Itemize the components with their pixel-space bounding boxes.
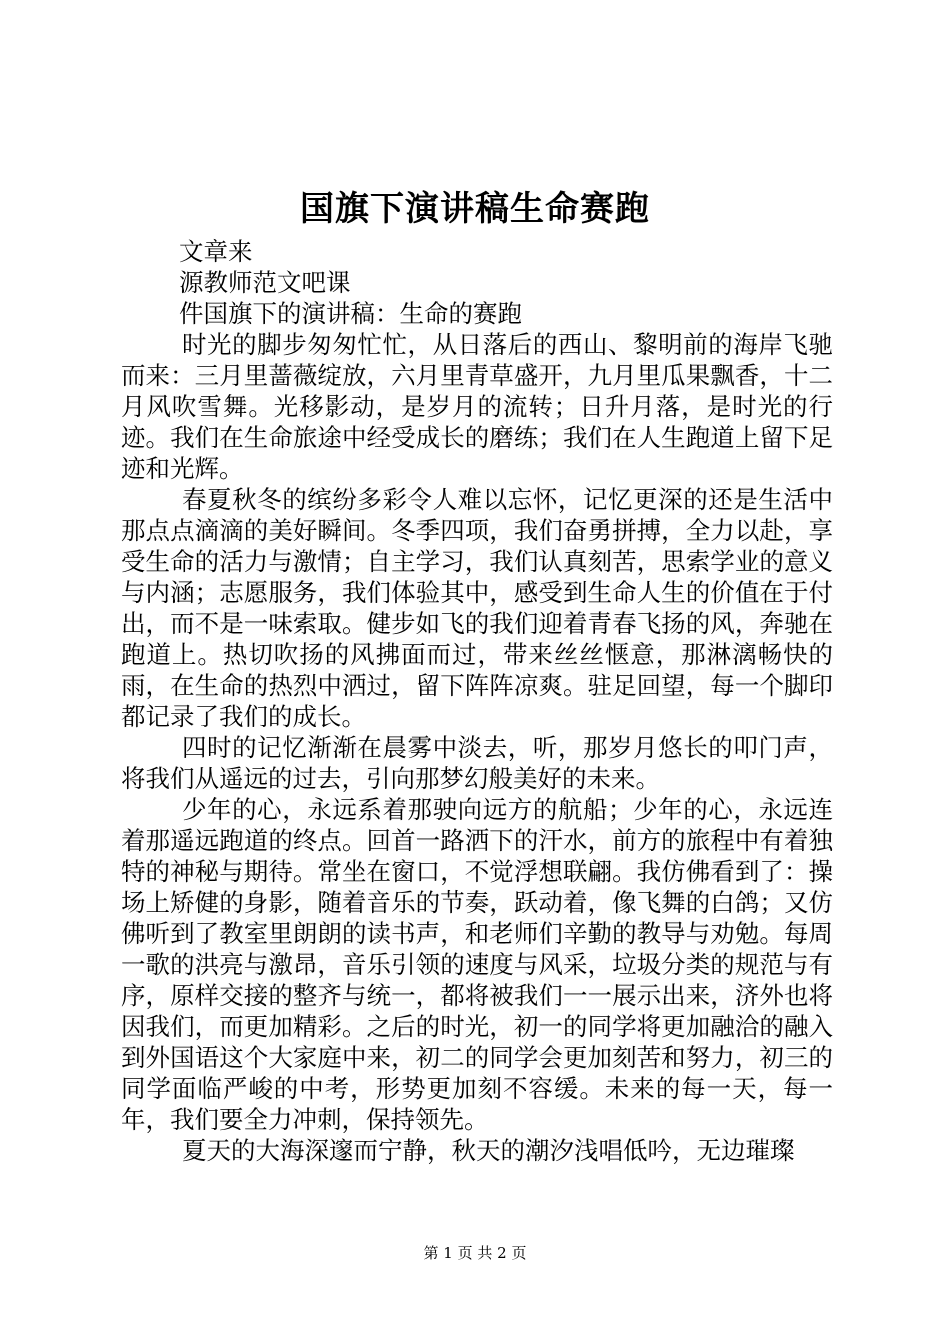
paragraph: 少年的心，永远系着那驶向远方的航船；少年的心，永远连着那遥远跑道的终点。回首一路洒下的汗水，前方的旅程中有着独特的神秘与期待。常坐在窗口，不觉浮想联翩。我仿佛看到了：操场上矫健的身影，随着音乐的节奏，跃动着，像飞舞的白鸽；又仿佛听到了教室里朗朗的读书声，和老师们辛勤的教导与劝勉。每周一歌的洪亮与激昂，音乐引领的速度与风采，垃圾分类的规范与有序，原样交接的整齐与统一，都将被我们一一展示出来，济外也将因我们，而更加精彩。之后的时光，初一的同学将更加融洽的融入到外国语这个大家庭中来，初二的同学会更加刻苦和努力，初三的同学面临严峻的中考，形势更加刻不容缓。未来的每一天，每一年，我们要全力冲刺，保持领先。: [121, 795, 833, 1134]
source-line: 源教师范文吧课: [179, 268, 351, 297]
page-number-footer: 第 1 页 共 2 页: [423, 1244, 527, 1262]
paragraph: 夏天的大海深邃而宁静，秋天的潮汐浅唱低吟，无边璀璨: [182, 1136, 795, 1165]
paragraph: 四时的记忆渐渐在晨雾中淡去，听，那岁月悠长的叩门声，将我们从遥远的过去，引向那梦幻般美好的未来。: [121, 733, 833, 793]
document-body: [121, 236, 833, 1166]
document-title: 国旗下演讲稿生命赛跑: [300, 189, 650, 229]
source-line: 文章来: [179, 237, 253, 266]
paragraph: 春夏秋冬的缤纷多彩令人难以忘怀，记忆更深的还是生活中那点点滴滴的美好瞬间。冬季四项，我们奋勇拼搏，全力以赴，享受生命的活力与激情；自主学习，我们认真刻苦，思索学业的意义与内涵；志愿服务，我们体验其中，感受到生命人生的价值在于付出，而不是一味索取。健步如飞的我们迎着青春飞扬的风，奔驰在跑道上。热切吹扬的风拂面而过，带来丝丝惬意，那淋漓畅快的雨，在生命的热烈中洒过，留下阵阵凉爽。驻足回望，每一个脚印都记录了我们的成长。: [121, 485, 833, 731]
source-line: 件国旗下的演讲稿：生命的赛跑: [179, 299, 522, 328]
paragraph: 时光的脚步匆匆忙忙，从日落后的西山、黎明前的海岸飞驰而来：三月里蔷薇绽放，六月里青草盛开，九月里瓜果飘香，十二月风吹雪舞。光移影动，是岁月的流转；日升月落，是时光的行迹。我们在生命旅途中经受成长的磨练；我们在人生跑道上留下足迹和光辉。: [121, 330, 833, 483]
